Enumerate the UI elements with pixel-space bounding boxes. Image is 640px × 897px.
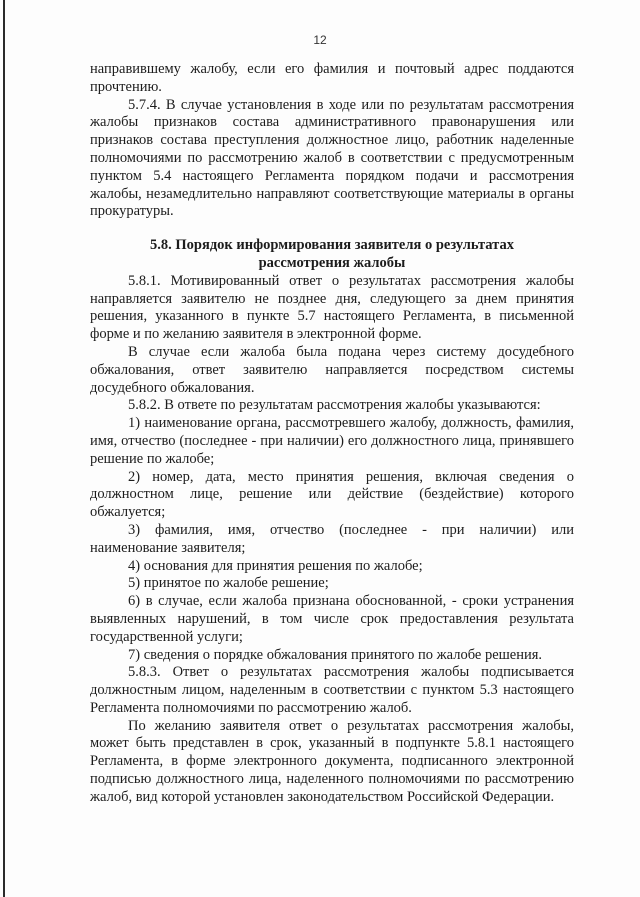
section-heading-line-2: рассмотрения жалобы bbox=[258, 254, 406, 271]
paragraph-5-8-1: 5.8.1. Мотивированный ответ о результатах рассмотрения жалобы направляется заявителю не позднее дня, следующего за днем принятия решения, указанного в пункте 5.7 настоящего Регламента, в письменной форме и по желанию заявителя в электронной форме. bbox=[90, 272, 574, 343]
list-item-3: 3) фамилия, имя, отчество (последнее - при наличии) или наименование заявителя; bbox=[90, 521, 574, 556]
section-heading-5-8 bbox=[90, 237, 574, 273]
page-number: 12 bbox=[313, 33, 327, 47]
paragraph-5-7-4: 5.7.4. В случае установления в ходе или по результатам рассмотрения жалобы признаков состава административного правонарушения или признаков состава преступления должностное лицо, работник наделенные полномочиями по рассмотрению жалоб в соответствии с предусмотренным пунктом 5.4 настоящего Регламента порядком подачи и рассмотрения жалобы, незамедлительно направляют соответствующие материалы в органы прокуратуры. bbox=[90, 96, 574, 220]
paragraph-electronic-answer: По желанию заявителя ответ о результатах рассмотрения жалобы, может быть представлен в срок, указанный в подпункте 5.8.1 настоящего Регламента, в форме электронного документа, подписанного электронной подписью должностного лица, наделенного полномочиями по рассмотрению жалоб, вид которой установлен законодательством Российской Федерации. bbox=[90, 717, 574, 805]
paragraph-5-8-3: 5.8.3. Ответ о результатах рассмотрения жалобы подписывается должностным лицом, наделенным в соответствии с пунктом 5.3 настоящего Регламента полномочиями по рассмотрению жалоб. bbox=[90, 664, 574, 716]
paragraph-continuation: направившему жалобу, если его фамилия и почтовый адрес поддаются прочтению. bbox=[90, 61, 574, 95]
list-item-1: 1) наименование органа, рассмотревшего жалобу, должность, фамилия, имя, отчество (последнее - при наличии) его должностного лица, принявшего решение по жалобе; bbox=[90, 415, 574, 467]
list-item-5: 5) принятое по жалобе решение; bbox=[128, 575, 329, 592]
paragraph-pre-trial-system: В случае если жалоба была подана через систему досудебного обжалования, ответ заявителю направляется посредством системы досудебного обжалования. bbox=[90, 343, 574, 396]
list-item-6: 6) в случае, если жалоба признана обоснованной, - сроки устранения выявленных нарушений, в том числе срок предоставления результата государственной услуги; bbox=[90, 593, 574, 645]
list-item-4: 4) основания для принятия решения по жалобе; bbox=[128, 557, 423, 574]
paragraph-5-8-2: 5.8.2. В ответе по результатам рассмотрения жалобы указываются: bbox=[128, 397, 541, 414]
scan-edge-line bbox=[3, 0, 5, 897]
list-item-2: 2) номер, дата, место принятия решения, включая сведения о должностном лице, решение или действие (бездействие) которого обжалуется; bbox=[90, 468, 574, 521]
section-heading-line-1: 5.8. Порядок информирования заявителя о результатах bbox=[150, 237, 514, 254]
document-body bbox=[90, 61, 574, 807]
list-item-7: 7) сведения о порядке обжалования принятого по жалобе решения. bbox=[128, 646, 543, 663]
